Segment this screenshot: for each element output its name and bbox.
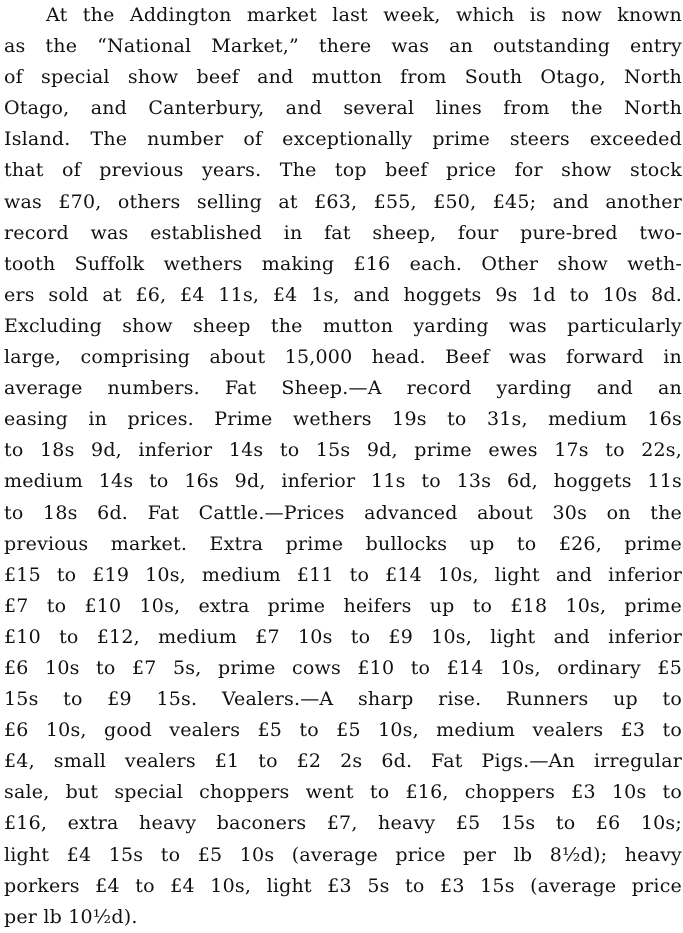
text-line-9: tooth Suffolk wethers making £16 each. Other show weth- xyxy=(4,252,682,275)
text-line-30: per lb 10½d). xyxy=(4,905,138,928)
text-line-8: record was established in fat sheep, four pure-bred two- xyxy=(4,221,682,244)
text-line-4: Otago, and Canterbury, and several lines from the North xyxy=(4,97,682,120)
text-line-16: medium 14s to 16s 9d, inferior 11s to 13s 6d, hoggets 11s xyxy=(4,470,682,493)
text-line-1: At the Addington market last week, which is now known xyxy=(46,4,682,26)
text-line-25: £4, small vealers £1 to £2 2s 6d. Fat Pigs.—An irregular xyxy=(4,750,682,773)
text-line-23: 15s to £9 15s. Vealers.—A sharp rise. Runners up to xyxy=(4,688,682,711)
text-line-11: Excluding show sheep the mutton yarding was particularly xyxy=(4,314,682,337)
market-report-paragraph xyxy=(4,0,682,933)
text-line-27: £16, extra heavy baconers £7, heavy £5 15s to £6 10s; xyxy=(4,812,682,835)
text-line-2: as the “National Market,” there was an outstanding entry xyxy=(4,35,682,58)
text-line-29: porkers £4 to £4 10s, light £3 5s to £3 15s (average price xyxy=(4,874,682,897)
text-line-13: average numbers. Fat Sheep.—A record yarding and an xyxy=(4,377,682,400)
text-line-12: large, comprising about 15,000 head. Beef was forward in xyxy=(4,346,682,369)
text-line-19: £15 to £19 10s, medium £11 to £14 10s, light and inferior xyxy=(4,563,682,586)
text-line-22: £6 10s to £7 5s, prime cows £10 to £14 10s, ordinary £5 xyxy=(4,656,682,679)
text-line-17: to 18s 6d. Fat Cattle.—Prices advanced about 30s on the xyxy=(4,501,682,524)
text-line-26: sale, but special choppers went to £16, choppers £3 10s to xyxy=(4,781,682,804)
text-line-5: Island. The number of exceptionally prime steers exceeded xyxy=(4,128,682,151)
text-line-3: of special show beef and mutton from South Otago, North xyxy=(4,66,682,89)
text-line-10: ers sold at £6, £4 11s, £4 1s, and hoggets 9s 1d to 10s 8d. xyxy=(4,283,682,306)
text-line-14: easing in prices. Prime wethers 19s to 31s, medium 16s xyxy=(4,408,682,431)
text-line-21: £10 to £12, medium £7 10s to £9 10s, light and inferior xyxy=(4,625,682,648)
text-line-28: light £4 15s to £5 10s (average price per lb 8½d); heavy xyxy=(4,843,682,866)
text-line-6: that of previous years. The top beef price for show stock xyxy=(4,159,682,182)
text-line-15: to 18s 9d, inferior 14s to 15s 9d, prime ewes 17s to 22s, xyxy=(4,439,682,462)
text-line-20: £7 to £10 10s, extra prime heifers up to £18 10s, prime xyxy=(4,594,682,617)
text-line-7: was £70, others selling at £63, £55, £50, £45; and another xyxy=(4,190,682,213)
text-line-18: previous market. Extra prime bullocks up to £26, prime xyxy=(4,532,682,555)
text-line-24: £6 10s, good vealers £5 to £5 10s, medium vealers £3 to xyxy=(4,719,682,742)
